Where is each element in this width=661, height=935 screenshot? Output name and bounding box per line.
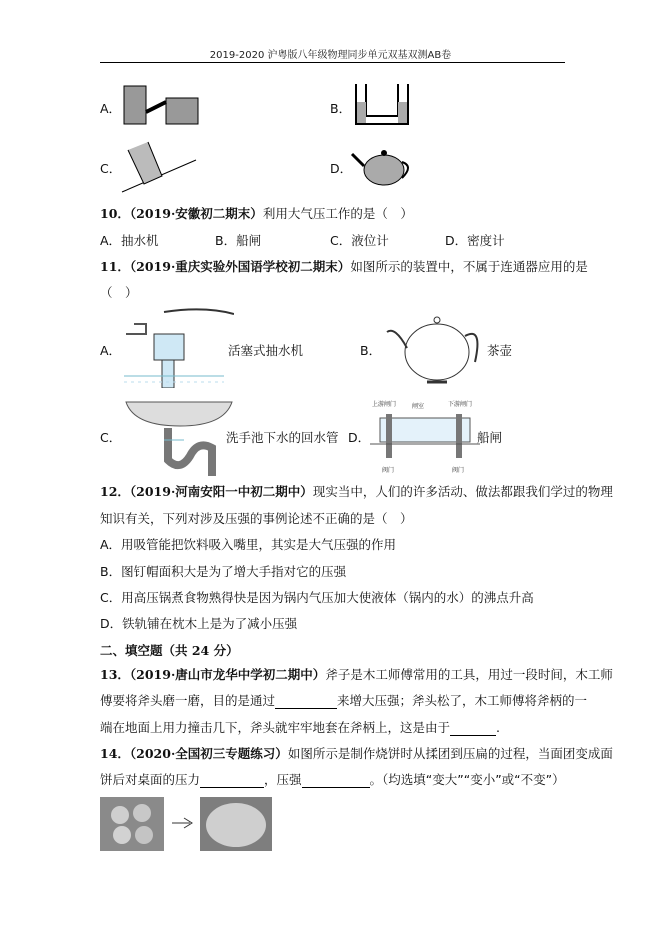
valve-label-right: 阀门 [452,467,465,474]
connected-containers-figure-a [122,82,202,128]
section-fill-in-heading: 二、填空题（共 24 分） [100,643,239,658]
q13-blank-2[interactable] [450,722,496,736]
q14-blank-2[interactable] [302,774,370,788]
valve-label-left: 阀门 [382,467,395,474]
q10-option-c: C．液位计 [330,233,389,248]
teapot-figure [385,306,485,388]
question-13: 13．（2019·唐山市龙华中学初二期中）斧子是木工师傅常用的工具，用过一段时间，木工师 [100,667,613,682]
q11-option-a-label: 活塞式抽水机 [228,343,304,358]
q11-option-a-letter: A． [100,343,122,358]
q11-option-b-label: 茶壶 [487,343,513,358]
q9-option-a-letter: A． [100,101,122,116]
q11-option-c-letter: C． [100,430,122,445]
q12-option-b: B．图钉帽面积大是为了增大手指对它的压强 [100,564,347,579]
q11-paren: （ ） [100,285,138,300]
dough-pressing-figure [100,797,272,853]
q9-option-b-letter: B． [330,101,352,116]
q9-option-c-letter: C． [100,161,122,176]
q10-option-b: B．船闸 [215,233,262,248]
u-tube-figure-b [352,82,412,128]
q12-option-d: D．铁轨铺在枕木上是为了减小压强 [100,616,298,631]
header-divider [100,62,565,63]
q11-option-d-letter: D． [348,430,371,445]
ship-lock-figure [370,396,480,474]
q9-option-d-letter: D． [330,161,353,176]
q11-option-c-label: 洗手池下水的回水管 [226,430,339,445]
q13-blank-1[interactable] [275,695,337,709]
q13-line3: 端在地面上用力撞击几下，斧头就牢牢地套在斧柄上，这是由于 . [100,720,500,735]
teapot-figure-d [350,138,416,188]
inclined-container-figure-c [118,140,198,195]
q13-line2: 傅要将斧头磨一磨，目的是通过 来增大压强；斧头松了，木工师傅将斧柄的一 [100,693,588,708]
q12-option-a: A．用吸管能把饮料吸入嘴里，其实是大气压强的作用 [100,537,397,552]
question-14: 14．（2020·全国初三专题练习）如图所示是制作烧饼时从揉团到压扁的过程，当面团变成面 [100,746,613,761]
q10-option-d: D．密度计 [445,233,505,248]
lower-gate-label: 下游闸门 [448,401,473,408]
q12-option-c: C．用高压锅煮食物熟得快是因为锅内气压加大使液体（锅内的水）的沸点升高 [100,590,534,605]
q14-line2: 饼后对桌面的压力 ，压强 。（均选填“变大”“变小”或“不变”） [100,772,565,787]
q12-stem-line2: 知识有关，下列对涉及压强的事例论述不正确的是（ ） [100,511,413,526]
question-12: 12．（2019·河南安阳一中初二期中）现实当中，人们的许多活动、做法都跟我们学过的物理 [100,484,613,499]
sink-drain-pipe-figure [124,396,234,476]
piston-pump-figure [124,306,234,388]
question-10: 10．（2019·安徽初二期末）利用大气压工作的是（ ） [100,206,413,221]
q14-blank-1[interactable] [200,774,264,788]
chamber-label: 闸室 [412,403,425,410]
q11-option-d-label: 船闸 [477,430,503,445]
upper-gate-label: 上游闸门 [372,401,397,408]
q11-option-b-letter: B． [360,343,382,358]
page-header: 2019-2020 沪粤版八年级物理同步单元双基双测AB卷 [209,50,452,61]
q10-option-a: A．抽水机 [100,233,159,248]
question-11: 11．（2019·重庆实验外国语学校初二期末）如图所示的装置中，不属于连通器应用的是 [100,259,588,274]
